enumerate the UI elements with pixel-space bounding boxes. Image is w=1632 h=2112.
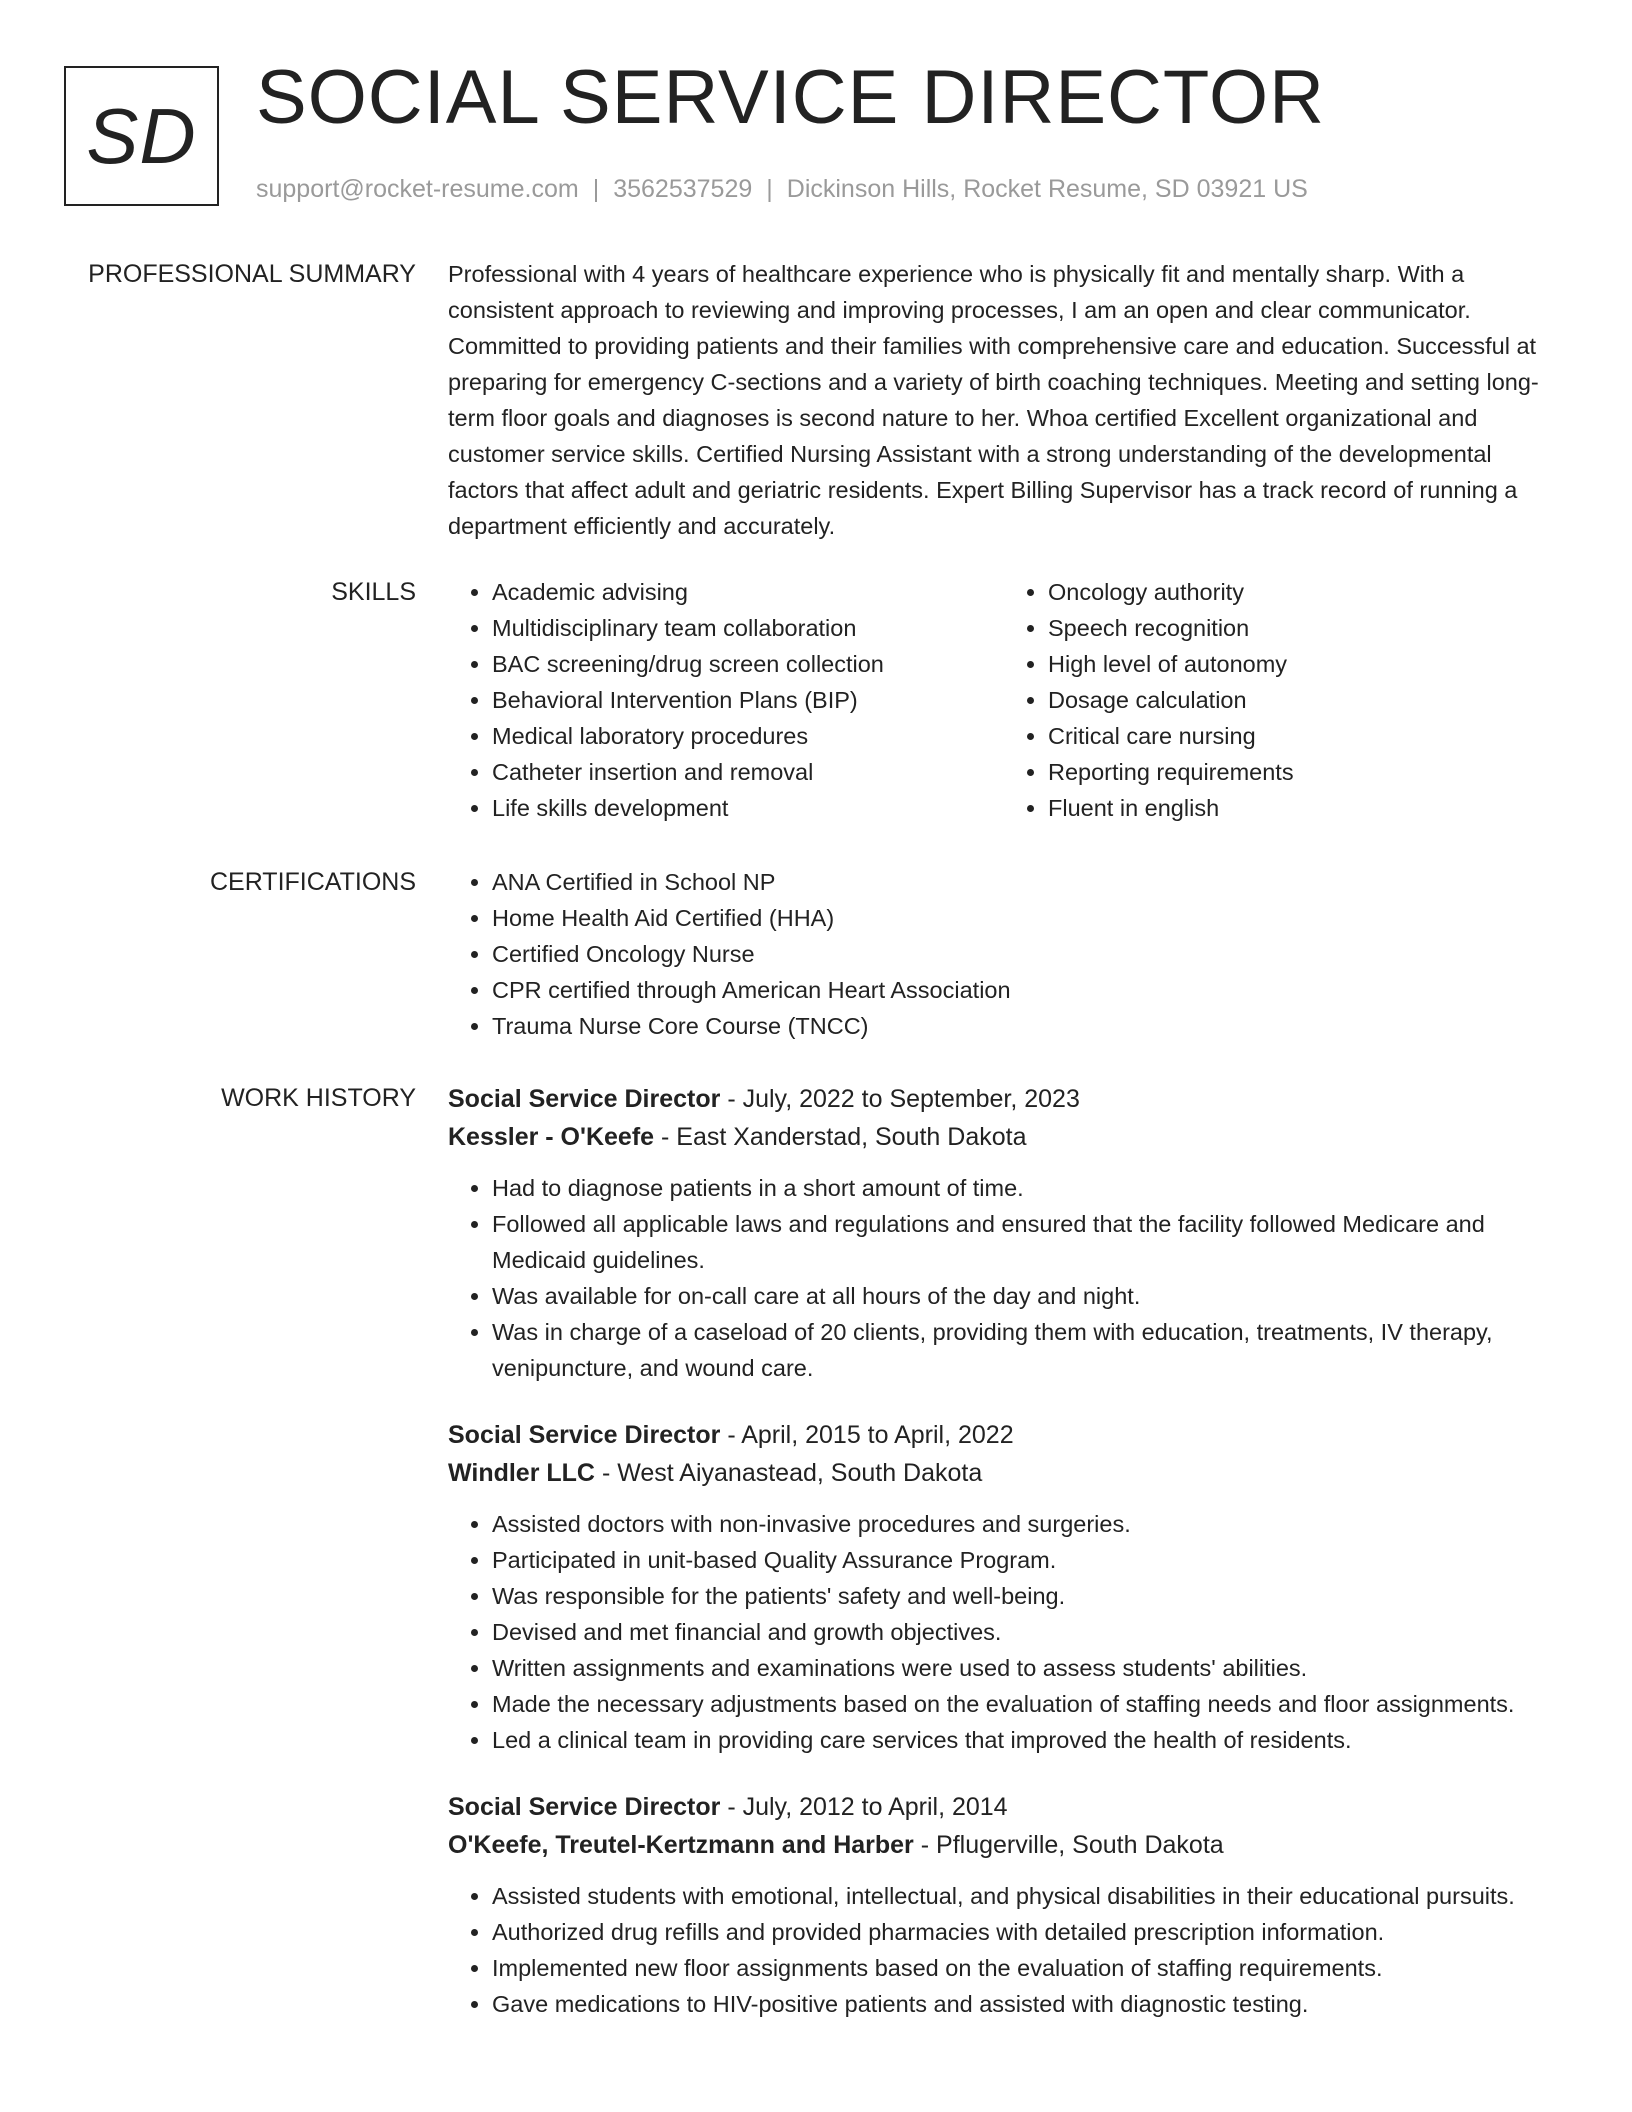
job-company-line (448, 1826, 1560, 1864)
job-company: O'Keefe, Treutel-Kertzmann and Harber (448, 1831, 914, 1859)
section-heading: PROFESSIONAL SUMMARY (88, 260, 416, 288)
page-title: SOCIAL SERVICE DIRECTOR (256, 55, 1325, 140)
job-entry (448, 1416, 1560, 1758)
job-company: Kessler - O'Keefe (448, 1123, 655, 1151)
job-bullet: • Devised and met financial and growth objectives. (492, 1614, 1560, 1650)
job-dates: - July, 2012 to April, 2014 (720, 1793, 1008, 1821)
contact-address: Dickinson Hills, Rocket Resume, SD 03921 US (786, 175, 1308, 203)
job-location: - Pflugerville, South Dakota (913, 1831, 1224, 1859)
job-bullets (448, 1506, 1560, 1758)
job-bullet: • Led a clinical team in providing care services that improved the health of residents. (492, 1722, 1560, 1758)
skill-item: • High level of autonomy (1048, 646, 1560, 682)
job-entry (448, 1080, 1560, 1386)
job-bullet: • Authorized drug refills and provided pharmacies with detailed prescription information. (492, 1914, 1560, 1950)
section-heading: CERTIFICATIONS (209, 868, 416, 896)
skill-item: • Dosage calculation (1048, 682, 1560, 718)
work-history-body (448, 1080, 1560, 2052)
job-title-line (448, 1416, 1560, 1454)
certification-item: • Certified Oncology Nurse (492, 936, 1560, 972)
job-company-line (448, 1118, 1560, 1156)
certifications-body (448, 864, 1560, 1044)
job-bullet: • Made the necessary adjustments based on the evaluation of staffing needs and floor assignments. (492, 1686, 1560, 1722)
job-entry (448, 1788, 1560, 2022)
job-dates: - July, 2022 to September, 2023 (720, 1085, 1080, 1113)
job-title-line (448, 1788, 1560, 1826)
job-bullet: • Implemented new floor assignments based on the evaluation of staffing requirements. (492, 1950, 1560, 1986)
skill-item: • Academic advising (492, 574, 1004, 610)
job-bullet: • Assisted doctors with non-invasive procedures and surgeries. (492, 1506, 1560, 1542)
certifications-list (448, 864, 1560, 1044)
job-bullet: • Participated in unit-based Quality Assurance Program. (492, 1542, 1560, 1578)
skills-list-left (448, 574, 1004, 826)
job-bullet: • Had to diagnose patients in a short amount of time. (492, 1170, 1560, 1206)
job-title-line (448, 1080, 1560, 1118)
skill-item: • Reporting requirements (1048, 754, 1560, 790)
skill-item: • Medical laboratory procedures (492, 718, 1004, 754)
section-heading: SKILLS (331, 578, 416, 606)
job-bullet: • Was available for on-call care at all hours of the day and night. (492, 1278, 1560, 1314)
job-title: Social Service Director (448, 1421, 721, 1449)
summary-text: Professional with 4 years of healthcare experience who is physically fit and mentally sharp. With a consistent approach to reviewing and improving processes, I am an open and clear communicator. Committed to providing patients and their families with comprehensive care and education. Successful at preparing for emergency C-sections and a variety of birth coaching techniques. Meeting and setting long-term floor goals and diagnoses is second nature to her. Whoa certified Excellent organizational and customer service skills. Certified Nursing Assistant with a strong understanding of the developmental factors that affect adult and geriatric residents. Expert Billing Supervisor has a track record of running a department efficiently and accurately. (448, 261, 1539, 539)
job-title: Social Service Director (448, 1085, 721, 1113)
job-location: - East Xanderstad, South Dakota (654, 1123, 1027, 1151)
skill-item: • Catheter insertion and removal (492, 754, 1004, 790)
job-bullet: • Was in charge of a caseload of 20 clients, providing them with education, treatments, IV therapy, venipuncture, and wound care. (492, 1314, 1560, 1386)
job-bullets (448, 1878, 1560, 2022)
skill-item: • Speech recognition (1048, 610, 1560, 646)
job-bullet: • Was responsible for the patients' safety and well-being. (492, 1578, 1560, 1614)
job-bullet: • Gave medications to HIV-positive patients and assisted with diagnostic testing. (492, 1986, 1560, 2022)
skill-item: • Fluent in english (1048, 790, 1560, 826)
skill-item: • BAC screening/drug screen collection (492, 646, 1004, 682)
certification-item: • ANA Certified in School NP (492, 864, 1560, 900)
skill-item: • Multidisciplinary team collaboration (492, 610, 1004, 646)
certification-item: • Home Health Aid Certified (HHA) (492, 900, 1560, 936)
certification-item: • Trauma Nurse Core Course (TNCC) (492, 1008, 1560, 1044)
job-title: Social Service Director (448, 1793, 721, 1821)
skill-item: • Life skills development (492, 790, 1004, 826)
job-bullet: • Followed all applicable laws and regulations and ensured that the facility followed Medicare and Medicaid guidelines. (492, 1206, 1560, 1278)
contact-line (256, 173, 1308, 206)
job-bullets (448, 1170, 1560, 1386)
contact-email: support@rocket-resume.com (256, 175, 579, 203)
skills-body (448, 574, 1560, 826)
skill-item: • Oncology authority (1048, 574, 1560, 610)
job-company: Windler LLC (448, 1459, 595, 1487)
summary-body (448, 256, 1560, 544)
contact-phone: 3562537529 (613, 175, 753, 203)
skill-item: • Critical care nursing (1048, 718, 1560, 754)
job-company-line (448, 1454, 1560, 1492)
section-heading: WORK HISTORY (221, 1084, 416, 1112)
job-location: - West Aiyanastead, South Dakota (595, 1459, 983, 1487)
contact-separator: | (766, 175, 773, 203)
skill-item: • Behavioral Intervention Plans (BIP) (492, 682, 1004, 718)
monogram-badge: SD (64, 66, 219, 206)
contact-separator: | (592, 175, 600, 203)
skills-list-right (1004, 574, 1560, 826)
job-bullet: • Written assignments and examinations were used to assess students' abilities. (492, 1650, 1560, 1686)
job-dates: - April, 2015 to April, 2022 (720, 1421, 1014, 1449)
job-bullet: • Assisted students with emotional, intellectual, and physical disabilities in their educational pursuits. (492, 1878, 1560, 1914)
certification-item: • CPR certified through American Heart Association (492, 972, 1560, 1008)
